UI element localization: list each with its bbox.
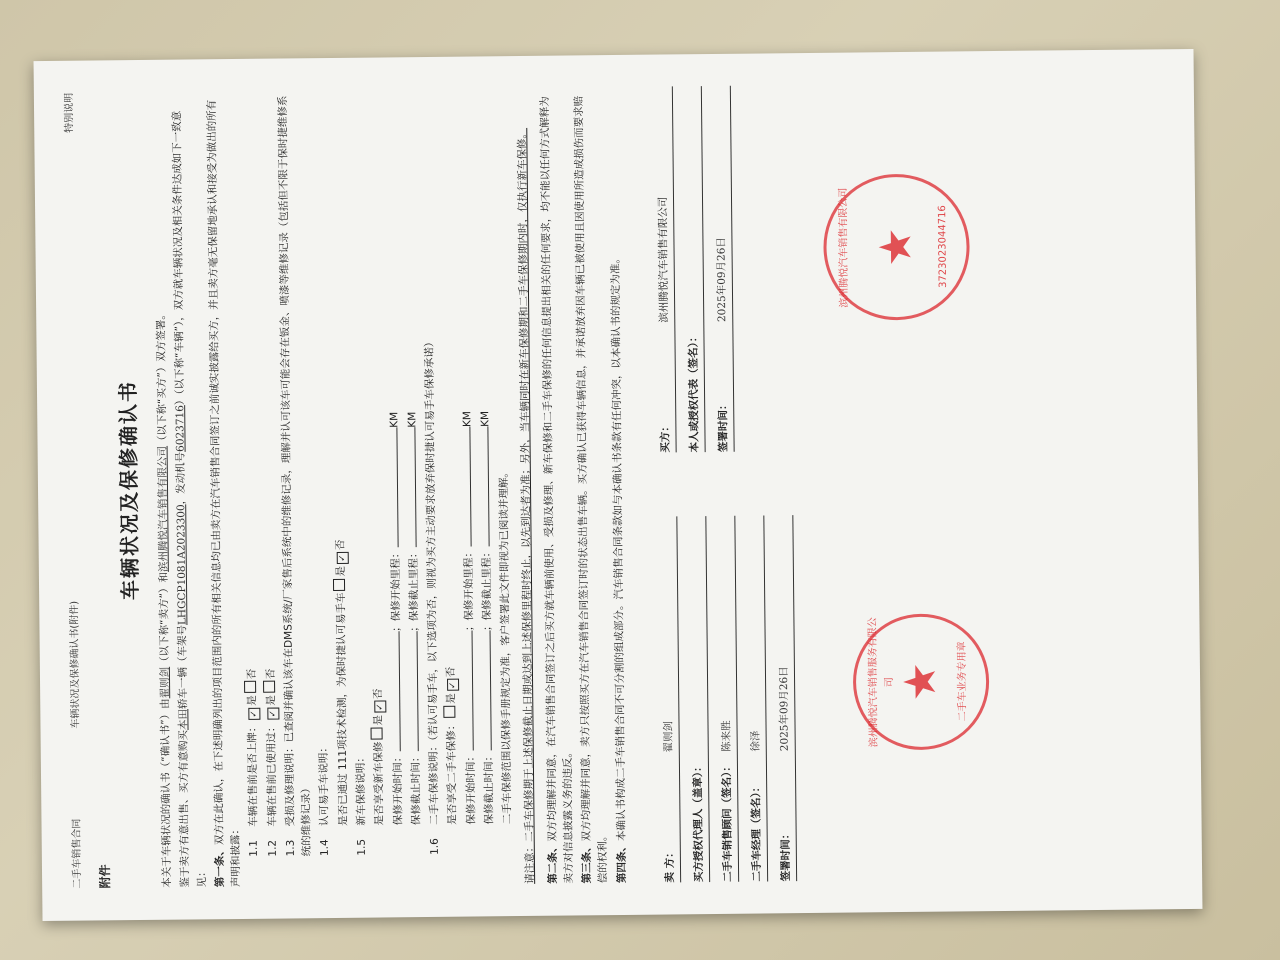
signature-right xyxy=(644,85,793,453)
item-text: 认可易手车说明： xyxy=(318,742,332,827)
item-text: ；保修开始里程： xyxy=(389,547,403,632)
sig-label: 签署时间： xyxy=(716,399,730,453)
vin-field: LHGCP1081A2023300 xyxy=(175,504,189,626)
blank-line[interactable] xyxy=(487,427,489,547)
header-mid: 车辆状况及保修确认书(附件) xyxy=(69,600,82,729)
item-text: ；保修截止里程： xyxy=(407,547,421,632)
article-text: 本确认书构成二手车销售合同不可分割的组成部分。汽车销售合同条款如与本确认书条款有任何冲突，以本确认书的规定为准。 xyxy=(609,252,628,842)
checkbox-checked[interactable]: ✓ xyxy=(267,708,279,720)
seal-stamp-left xyxy=(852,613,989,750)
checkbox-checked[interactable]: ✓ xyxy=(249,708,261,720)
blank-line[interactable] xyxy=(471,631,473,751)
checkbox[interactable] xyxy=(263,681,275,693)
sig-manager-row xyxy=(735,515,768,881)
sig-value: 2025年09月26日 xyxy=(777,666,791,752)
intro-text: ）（以下称“车辆”），双方就车辆状况及相关条件达成如下一致意见： xyxy=(171,110,208,888)
checkbox-checked[interactable]: ✓ xyxy=(336,552,348,564)
blank-line[interactable] xyxy=(489,631,491,751)
sig-date-row-right xyxy=(702,86,735,452)
article-text: 双方均理解并同意，卖方只按照买方在汽车销售合同签订时的状态出售车辆。买方确认已获得车辆信息，并承诺放弃因车辆已被使用且因使用所造成损伤而要求赔偿的权利。 xyxy=(573,95,610,884)
item-number: 1.2 xyxy=(266,839,279,857)
checkbox[interactable] xyxy=(444,706,456,718)
seller-name-field: 翟则剑 xyxy=(158,666,172,699)
notice-text: 请注意：二手车保修期于上述保修截止日期或达到上述保修里程时终止，以先到达者为准；另外，当车辆同时在新车保修期和二手车保修期内时，仅执行新车保修。 xyxy=(516,127,537,885)
item-text: 车辆在售前是否上牌： xyxy=(246,721,260,827)
yes-label: 是 xyxy=(372,714,385,726)
item-text: 受损及修理说明：已查阅并确认该车在DMS系统/厂家售后系统中的维修记录，理解并认可该车可能会存在钣金、喷漆等维修记录（包括但不限于保时捷维修系统的维修记录） xyxy=(276,95,314,857)
sig-label: 本人或授权代表（签名）： xyxy=(687,331,701,453)
yes-label: 是 xyxy=(246,695,259,706)
blank-line[interactable] xyxy=(416,632,418,752)
star-icon: ★ xyxy=(870,227,922,268)
item-text: 保修截止时间： xyxy=(409,751,423,826)
page-title: 车辆状况及保修确认书 xyxy=(115,380,143,601)
article-1 xyxy=(204,91,245,887)
no-label: 否 xyxy=(372,688,385,700)
no-label: 否 xyxy=(264,668,277,680)
sig-value: 滨州腾悦汽车销售有限公司 xyxy=(656,196,671,323)
item-text: 二手车保修说明：（若认可易手车，以下选项为否，则视为买方主动要求放弃保时捷认可易手车保修承诺） xyxy=(423,336,441,826)
item-text: 新车保修说明： xyxy=(354,752,368,826)
checkbox-checked[interactable]: ✓ xyxy=(447,679,459,691)
article-3 xyxy=(571,87,612,883)
article-label: 第三条、 xyxy=(580,841,594,884)
item-text: 保修开始时间： xyxy=(391,751,405,826)
item-text: 是否享受二手车保修： xyxy=(445,719,459,825)
item-text: 保修截止时间： xyxy=(482,750,496,825)
sig-value: 陈来胜 xyxy=(720,720,733,752)
sig-label: 二手车销售顾问（签名）： xyxy=(720,761,734,882)
km-unit: KM xyxy=(479,410,492,427)
item-number: 1.4 xyxy=(319,839,332,857)
intro-paragraph-2 xyxy=(169,91,210,887)
blank-line[interactable] xyxy=(398,632,400,752)
item-text: ；保修开始里程： xyxy=(462,547,476,632)
blank-line[interactable] xyxy=(469,427,471,547)
header-left: 二手车销售合同 xyxy=(71,818,84,889)
item-text: 保修开始时间： xyxy=(464,750,478,825)
yes-label: 是 xyxy=(264,695,277,706)
seal-top-text: 滨州腾悦汽车销售有限公司 xyxy=(837,187,851,308)
article-text: 双方均理解并同意，在汽车销售合同签订之后买方就车辆前使用、受损及修理、新车保修和二手车保修的任何信息提出相关的任何要求，均不能以任何方式解释为卖方对信息披露义务的违反。 xyxy=(538,96,576,884)
star-icon: ★ xyxy=(894,661,947,702)
item-number: 1.3 xyxy=(284,839,297,857)
sig-agent-row xyxy=(677,516,710,882)
article-label: 第四条、 xyxy=(615,840,628,884)
article-label: 第二条、 xyxy=(546,841,559,884)
sig-label: 二手车经理（签名）： xyxy=(749,781,763,882)
seal-top-text: 滨州腾悦汽车销售服务有限公司 xyxy=(867,617,895,748)
document-paper xyxy=(34,49,1203,921)
checkbox-checked[interactable]: ✓ xyxy=(375,701,387,713)
checkbox[interactable] xyxy=(371,727,383,739)
item-1-3 xyxy=(275,90,316,856)
document-body xyxy=(62,85,968,889)
intro-text: 本关于车辆状况的确认书（“确认书”）由 xyxy=(159,698,174,888)
article-text: 双方在此确认，在下述明确列出的项目范围内的所有相关信息均已由卖方在汽车销售合同签订之前诚实披露给买方，并且卖方毫无保留地承认和接受为做出的所有声明和披露： xyxy=(205,99,243,888)
km-unit: KM xyxy=(406,411,419,428)
km-unit: KM xyxy=(460,411,473,428)
yes-label: 是 xyxy=(334,565,347,577)
no-label: 否 xyxy=(246,668,259,680)
seal-bottom-text: 二手车业务专用章 xyxy=(956,641,968,722)
checkbox[interactable] xyxy=(333,578,345,590)
sig-value: 翟则剑 xyxy=(662,720,675,753)
header-right: 特别说明 xyxy=(63,92,76,133)
article-label: 第一条、 xyxy=(213,845,227,888)
blank-line[interactable] xyxy=(414,428,416,548)
sig-seller-row xyxy=(648,516,681,882)
attachment-label: 附件 xyxy=(97,864,112,889)
intro-text: ，发动机号 xyxy=(174,451,188,505)
sig-advisor-row xyxy=(706,516,739,882)
item-text: 车辆在售前已使用过： xyxy=(265,721,279,827)
seal-bottom-text: 3723023044716 xyxy=(936,205,949,289)
signature-block xyxy=(644,85,797,882)
checkbox[interactable] xyxy=(244,681,256,693)
company-name-field: 滨州腾悦汽车销售有限公司 xyxy=(156,445,170,573)
item-text: 是否享受新车保修 xyxy=(372,741,386,826)
item-text: ；保修截止里程： xyxy=(480,546,494,631)
seal-stamp-right xyxy=(823,173,971,321)
sig-label: 签署时间： xyxy=(779,828,792,882)
sig-value: 徐泽 xyxy=(749,730,762,752)
item-text: 是否已通过 111项技术检测，为保时捷认可易手车 xyxy=(334,592,350,826)
engine-number-field: 6023716 xyxy=(174,405,187,452)
item-number: 1.6 xyxy=(428,838,441,856)
signature-left xyxy=(648,515,797,883)
no-label: 否 xyxy=(334,539,347,551)
sig-rep-row xyxy=(673,86,706,452)
sig-label: 买方授权代理人（盖章）： xyxy=(691,761,705,883)
brand-field: 本田 xyxy=(177,708,190,731)
sig-date-row xyxy=(764,515,797,881)
page-header xyxy=(62,93,86,889)
km-unit: KM xyxy=(387,411,400,428)
intro-text: （以下称“卖方”）和 xyxy=(157,571,171,667)
item-1-6-d: 二手车保修范围以保修手册规定为准，客户签署此文件即视为已阅读并理解。 xyxy=(497,467,514,825)
item-number: 1.1 xyxy=(248,840,261,857)
article-2 xyxy=(537,87,578,883)
rotated-document-canvas xyxy=(34,49,1203,921)
intro-text: 鉴于卖方有意出售、买方有意购买 xyxy=(177,729,192,888)
intro-text: （以下称“买方”）双方签署。 xyxy=(155,309,169,447)
yes-label: 是 xyxy=(445,693,458,704)
sig-label: 卖 方： xyxy=(663,847,676,883)
sig-buyer-row xyxy=(644,86,677,452)
blank-line[interactable] xyxy=(396,428,398,548)
sig-value: 2025年09月26日 xyxy=(715,237,729,323)
no-label: 否 xyxy=(445,666,458,678)
intro-text: 轿车一辆（车架号 xyxy=(176,625,190,710)
item-number: 1.5 xyxy=(355,838,368,856)
sig-label: 买方： xyxy=(659,421,672,453)
